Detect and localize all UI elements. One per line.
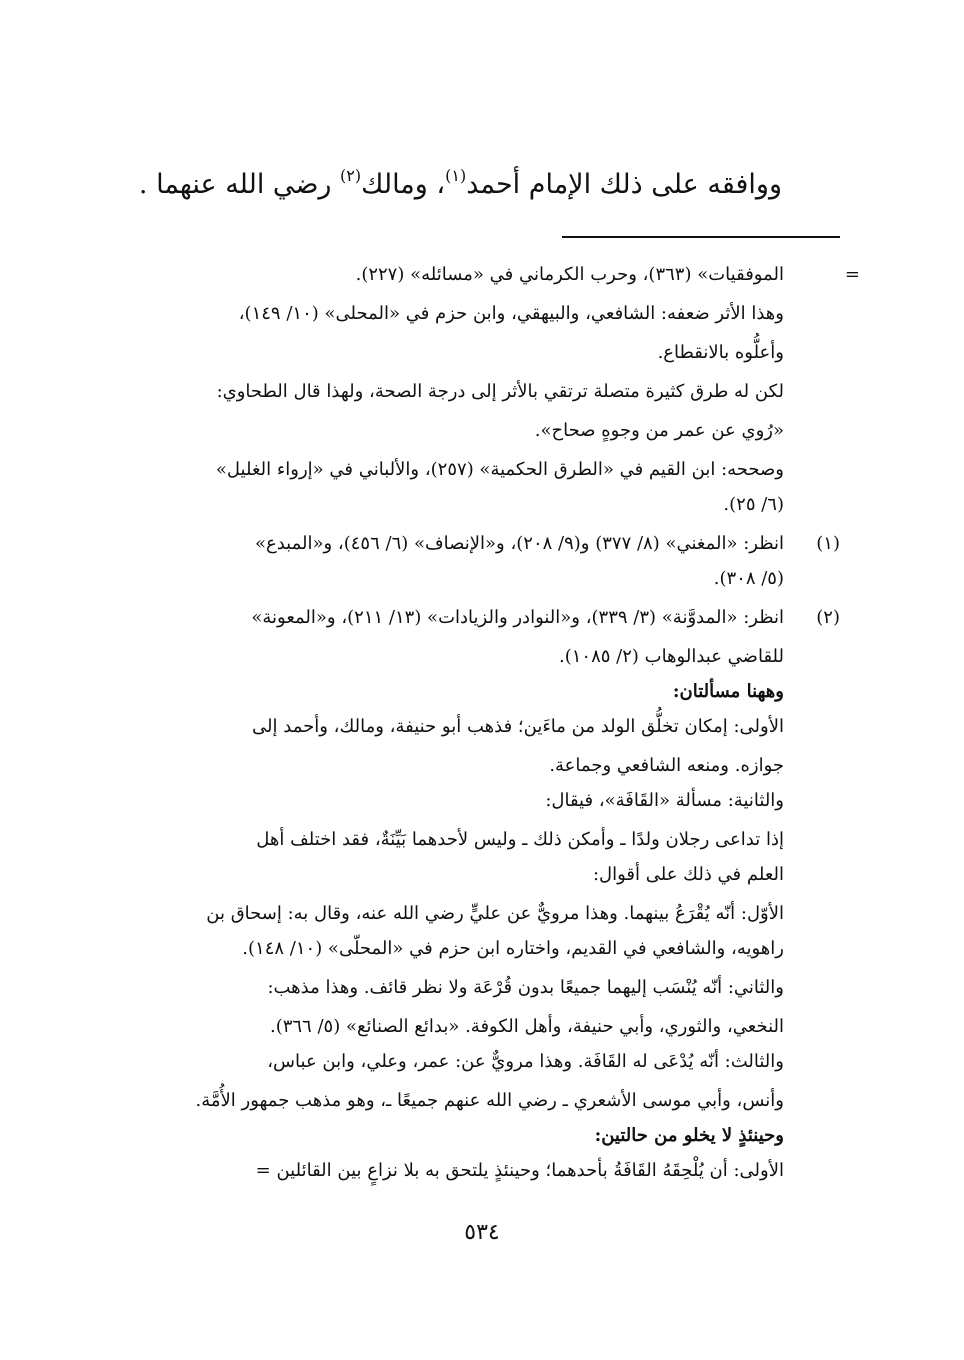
footnote-line: والثالث: أنّه يُدْعَى له القَافَة. وهذا مرويٌّ عن: عمر، وعلي، وابن عباس،	[267, 1051, 784, 1072]
footnote-line: «رُوي عن عمر من وجوهٍ صحاح».	[534, 420, 784, 441]
footnote-line: (٥/ ٣٠٨).	[713, 568, 784, 589]
footnote-line: للقاضي عبدالوهاب (٢/ ١٠٨٥).	[558, 646, 784, 667]
main-text-part-3: رضي الله عنهما .	[138, 169, 340, 200]
footnote-ref-2: (٢)	[340, 166, 362, 185]
footnote-line: وأعلُّوه بالانقطاع.	[657, 342, 784, 363]
continuation-mark: =	[844, 264, 860, 285]
footnote-line: وأنس، وأبي موسى الأشعري ـ رضي الله عنهم جميعًا ـ، وهو مذهب جمهور الأُمَّة.	[195, 1090, 784, 1111]
footnote-line: العلم في ذلك على أقوال:	[592, 864, 784, 885]
footnote-line: جوازه. ومنعه الشافعي وجماعة.	[549, 755, 784, 776]
footnote-ref-1: (١)	[445, 166, 467, 185]
footnote-separator	[562, 236, 840, 238]
footnote-line: وحينئذٍ لا يخلو من حالتين:	[594, 1125, 784, 1146]
footnote-line: وصححه: ابن القيم في «الطرق الحكمية» (٢٥٧)، والألباني في «إرواء الغليل»	[215, 459, 784, 480]
main-text-part-1: ووافقه على ذلك الإمام أحمد	[466, 169, 782, 200]
footnote-line: انظر: «المدوَّنة» (٣/ ٣٣٩)، و«النوادر والزيادات» (١٣/ ٢١١)، و«المعونة»	[251, 607, 784, 628]
footnote-line: الأولى: إمكان تخلُّق الولد من ماءَين؛ فذهب أبو حنيفة، ومالك، وأحمد إلى	[252, 716, 784, 737]
footnote-line: النخعي، والثوري، وأبي حنيفة، وأهل الكوفة. «بدائع الصنائع» (٥/ ٣٦٦).	[269, 1016, 784, 1037]
footnote-line: وههنا مسألتان:	[672, 681, 784, 702]
footnote-line: والثانية: مسألة «القَافَة»، فيقال:	[545, 790, 784, 811]
footnote-line: والثاني: أنّه يُنْسَب إليهما جميعًا بدون قُرْعَة ولا نظر قائف. وهذا مذهب:	[267, 977, 784, 998]
main-text-line	[139, 158, 782, 205]
footnote-line: إذا تداعى رجلان ولدًا ـ وأمكن ذلك ـ وليس لأحدهما بَيِّنَةٌ، فقد اختلف أهل	[256, 829, 784, 850]
footnote-number: (١)	[816, 533, 840, 554]
footnote-number: (٢)	[816, 607, 840, 628]
footnote-line: انظر: «المغني» (٨/ ٣٧٧) و(٩/ ٢٠٨)، و«الإنصاف» (٦/ ٤٥٦)، و«المبدع»	[254, 533, 784, 554]
footnote-line: لكن له طرق كثيرة متصلة ترتقي بالأثر إلى درجة الصحة، ولهذا قال الطحاوي:	[216, 381, 784, 402]
footnote-line: الأولى: أن يُلْحِقَهُ القَافَةُ بأحدهما؛ وحينئذٍ يلتحق به بلا نزاعٍ بين القائلين =	[255, 1160, 784, 1181]
footnote-line: راهويه، والشافعي في القديم، واختاره ابن حزم في «المحلّى» (١٠/ ١٤٨).	[242, 938, 784, 959]
footnote-line: الأوّل: أنّه يُقْرَعُ بينهما. وهذا مرويٌّ عن عليٍّ رضي الله عنه، وقال به: إسحاق بن	[206, 903, 784, 924]
footnote-line: (٦/ ٢٥).	[723, 494, 784, 515]
footnote-line: الموفقيات» (٣٦٣)، وحرب الكرماني في «مسائله» (٢٢٧).	[355, 264, 784, 285]
main-text-part-2: ، ومالك	[361, 169, 446, 200]
page-number: ٥٣٤	[464, 1220, 500, 1245]
footnote-line: وهذا الأثر ضعفه: الشافعي، والبيهقي، وابن حزم في «المحلى» (١٠/ ١٤٩)،	[238, 303, 784, 324]
